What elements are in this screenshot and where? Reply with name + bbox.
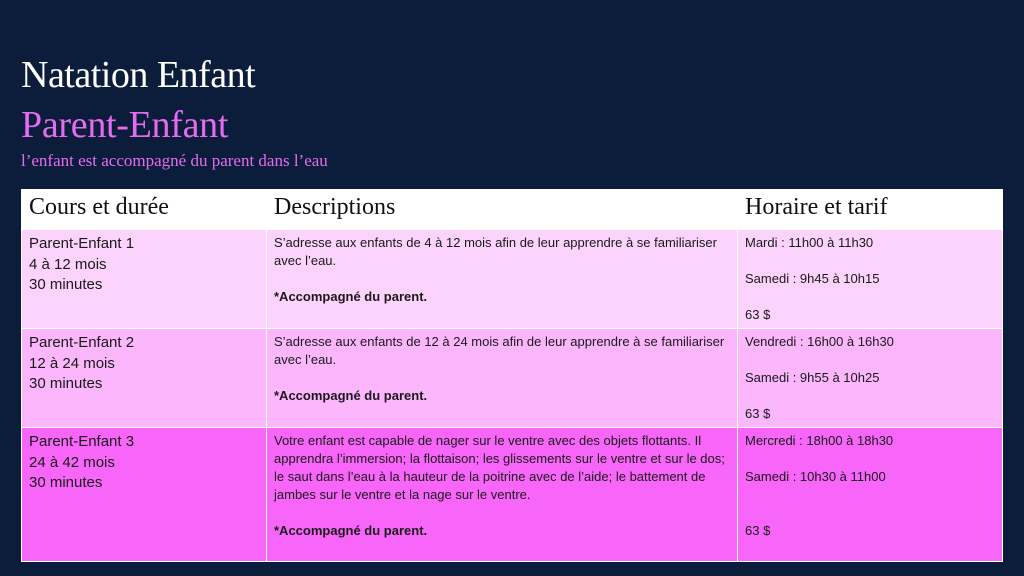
- page-tagline: l’enfant est accompagné du parent dans l’eau: [21, 151, 328, 170]
- course-name: Parent-Enfant 2: [29, 334, 135, 351]
- course-duration: 30 minutes: [29, 474, 103, 491]
- course-name: Parent-Enfant 3: [29, 433, 135, 450]
- page-subtitle: Parent-Enfant: [21, 104, 229, 146]
- schedule-slot: Mardi : 11h00 à 11h30: [745, 235, 874, 250]
- course-price: 63 $: [745, 523, 771, 538]
- table-row: [22, 329, 1003, 428]
- page-title: Natation Enfant: [21, 54, 256, 96]
- course-note: *Accompagné du parent.: [274, 388, 428, 403]
- course-cell: [22, 329, 267, 428]
- course-price: 63 $: [745, 307, 771, 322]
- schedule-slot: Samedi : 9h45 à 10h15: [745, 271, 880, 286]
- schedule-slot: Samedi : 10h30 à 11h00: [745, 469, 886, 484]
- course-description: S’adresse aux enfants de 12 à 24 mois afin de leur apprendre à se familiariser avec l’eau.: [274, 334, 725, 367]
- schedule-slot: Mercredi : 18h00 à 18h30: [745, 433, 894, 448]
- schedule-cell: [738, 428, 1003, 562]
- course-note: *Accompagné du parent.: [274, 289, 428, 304]
- table-header-row: [22, 190, 1003, 230]
- table-row: [22, 230, 1003, 329]
- course-duration: 30 minutes: [29, 276, 103, 293]
- course-name: Parent-Enfant 1: [29, 235, 135, 252]
- table-row: [22, 428, 1003, 562]
- column-header-course: Cours et durée: [22, 190, 267, 230]
- course-note: *Accompagné du parent.: [274, 523, 428, 538]
- schedule-slot: Vendredi : 16h00 à 16h30: [745, 334, 894, 349]
- course-cell: [22, 428, 267, 562]
- course-description: S’adresse aux enfants de 4 à 12 mois afin de leur apprendre à se familiariser avec l’eau.: [274, 235, 717, 268]
- schedule-cell: [738, 230, 1003, 329]
- course-cell: [22, 230, 267, 329]
- column-header-schedule: Horaire et tarif: [738, 190, 1003, 230]
- course-price: 63 $: [745, 406, 771, 421]
- course-table: [21, 189, 1003, 562]
- schedule-cell: [738, 329, 1003, 428]
- course-age: 12 à 24 mois: [29, 354, 115, 372]
- course-description: Votre enfant est capable de nager sur le ventre avec des objets flottants. Il apprendra l’immersion; la flottaison; les glissements sur le ventre et sur le dos; le saut dans l’eau à la hauteur de la poitrine avec de l’aide; le battement de jambes sur le ventre et la nage sur le ventre.: [274, 433, 725, 502]
- course-age: 4 à 12 mois: [29, 255, 107, 273]
- description-cell: [267, 329, 738, 428]
- course-age: 24 à 42 mois: [29, 453, 115, 471]
- schedule-slot: Samedi : 9h55 à 10h25: [745, 370, 880, 385]
- description-cell: [267, 428, 738, 562]
- course-duration: 30 minutes: [29, 375, 103, 392]
- column-header-description: Descriptions: [267, 190, 738, 230]
- description-cell: [267, 230, 738, 329]
